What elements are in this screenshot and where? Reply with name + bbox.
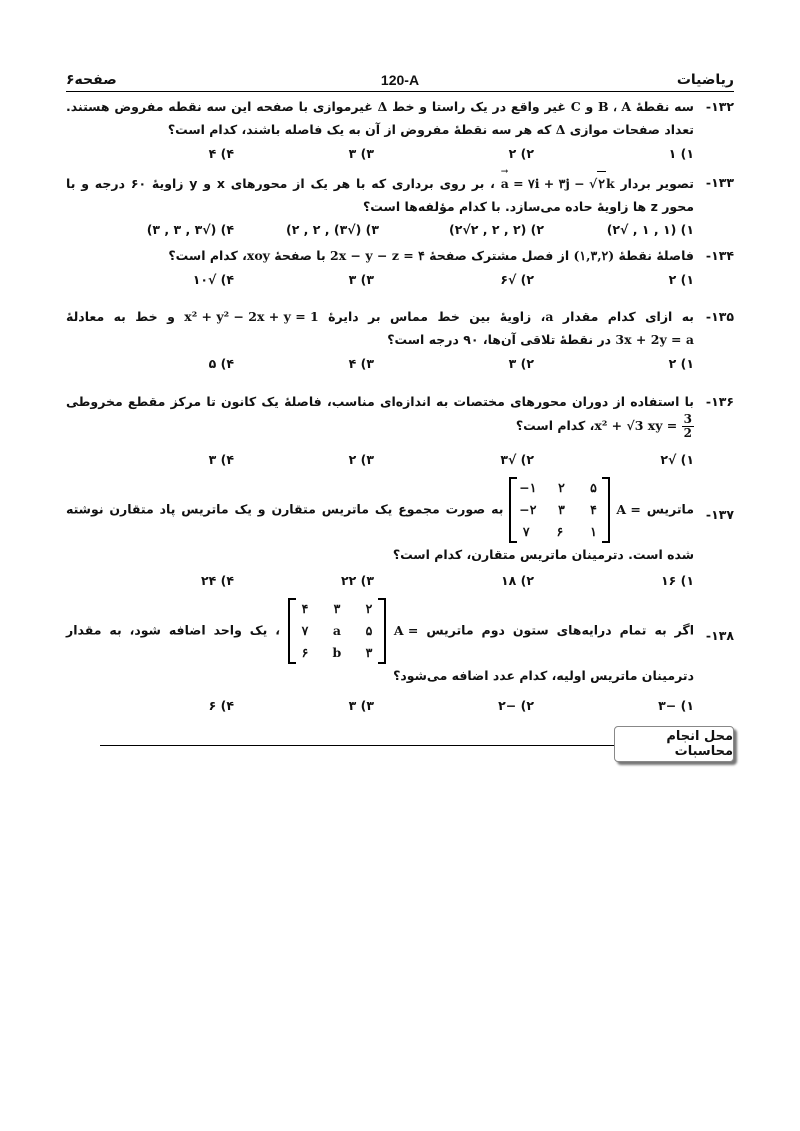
question-136 [66, 390, 734, 440]
options-135 [66, 356, 734, 378]
question-number: ۱۳۶- [705, 394, 734, 409]
question-text: اگر به تمام درایه‌های ستون دوم ماتریس A = ۴ ۳ ۲ ۷ a ۵ ۶ b ۳ ، یک واحد اضافه شود، به مقدار دترمینان ماتریس اولیه، کدام عدد اضافه می‌شود؟ [66, 598, 694, 687]
option-3[interactable]: ۳) ۲ [348, 452, 374, 467]
question-number: ۱۳۸- [705, 628, 734, 643]
option-3[interactable]: ۳) (√۳) , ۲ , ۲) [285, 222, 379, 237]
page-header [66, 68, 734, 90]
question-text: سه نقطهٔ B ، A و C غیر واقع در یک راستا و خط Δ غیرموازی با صفحه این سه نقطه مفروض هستند. تعداد صفحات موازی Δ که هر سه نقطهٔ مفروض از آن به یک فاصله باشند، کدام است؟ [66, 99, 694, 137]
calculation-divider [100, 745, 614, 746]
option-4[interactable]: ۴) ۶ [208, 698, 234, 713]
option-3[interactable]: ۳) ۴ [348, 356, 374, 371]
question-text: با استفاده از دوران محورهای مختصات به اندازه‌ای مناسب، فاصلهٔ یک کانون تا مرکز مقطع مخروطی x² + √3 xy = $\frac{3}{2}$ ، کدام است؟ [66, 394, 694, 440]
question-text: تصویر بردار → a = ۷i + ۳j − √۲k ، بر روی برداری که با هر یک از محورهای x و y زاویهٔ ۶۰ درجه و با محور z ها زاویهٔ حاده می‌سازد. با کدام مؤلفه‌ها است؟ [66, 171, 694, 218]
conic-equation: x² + √3 xy = $\frac{3}{2}$ [594, 412, 692, 440]
option-3[interactable]: ۳) ۲۲ [341, 573, 374, 588]
options-137 [66, 573, 734, 595]
subject-title: ریاضیات [676, 72, 734, 88]
question-132 [66, 95, 734, 141]
option-1[interactable]: ۱) ۲ [668, 356, 694, 371]
question-number: ۱۳۲- [705, 99, 734, 114]
option-4[interactable]: ۴) (√۳ , ۳ , ۳) [146, 222, 234, 237]
question-number: ۱۳۴- [705, 248, 734, 263]
question-number: ۱۳۵- [705, 309, 734, 324]
question-135 [66, 305, 734, 351]
option-1[interactable]: ۱) ۱ [668, 146, 694, 161]
vector-expression: → a = ۷i + ۳j − √۲k [501, 171, 615, 195]
option-4[interactable]: ۴) ۴ [208, 146, 234, 161]
option-2[interactable]: ۲) √۶ [500, 272, 534, 287]
option-2[interactable]: ۲) ۱۸ [501, 573, 534, 588]
option-2[interactable]: ۲) ۳ [508, 356, 534, 371]
question-138 [66, 598, 734, 687]
fraction: $\frac{3}{2}$ [683, 412, 692, 440]
question-134 [66, 244, 734, 267]
question-text: به ازای کدام مقدار a، زاویهٔ بین خط مماس بر دایرهٔ x² + y² − 2x + y = 1 و خط به معادلهٔ 3x + 2y = a در نقطهٔ تلاقی آن‌ها، ۹۰ درجه است؟ [66, 309, 694, 347]
page-number: صفحه۶ [66, 72, 117, 88]
option-4[interactable]: ۴) ۳ [208, 452, 234, 467]
option-2[interactable]: ۲) ۲ [508, 146, 534, 161]
option-1[interactable]: ۱) ۱۶ [661, 573, 694, 588]
matrix-a: −۱ ۲ ۵ −۲ ۳ ۴ ۷ ۶ ۱ [509, 477, 610, 543]
calculation-area-label: محل انجام محاسبات [614, 726, 734, 762]
header-divider [66, 91, 734, 92]
question-137 [66, 477, 734, 566]
option-4[interactable]: ۴) ۵ [208, 356, 234, 371]
option-2[interactable]: ۲) √۳ [500, 452, 534, 467]
option-3[interactable]: ۳) ۳ [348, 146, 374, 161]
question-text: فاصلهٔ نقطهٔ (۱,۳,۲) از فصل مشترک صفحهٔ 2x − y − z = ۴ با صفحهٔ xoy، کدام است؟ [168, 248, 694, 263]
question-133 [66, 171, 734, 218]
option-3[interactable]: ۳) ۳ [348, 698, 374, 713]
matrix-a: ۴ ۳ ۲ ۷ a ۵ ۶ b ۳ [288, 598, 386, 664]
option-1[interactable]: ۱) ۲ [668, 272, 694, 287]
options-138 [66, 698, 734, 720]
option-4[interactable]: ۴) ۲۴ [201, 573, 234, 588]
options-132 [66, 146, 734, 168]
option-2[interactable]: ۲) −۲ [498, 698, 534, 713]
options-134 [66, 272, 734, 294]
question-number: ۱۳۷- [705, 507, 734, 522]
question-number: ۱۳۳- [705, 175, 734, 190]
options-133 [66, 222, 734, 244]
option-4[interactable]: ۴) √۱۰ [192, 272, 234, 287]
option-1[interactable]: ۱) (۱ , ۱ , √۲) [606, 222, 694, 237]
question-text: ماتریس A = −۱ ۲ ۵ −۲ ۳ ۴ ۷ ۶ ۱ به صورت مجموع یک ماتریس متقارن و یک ماتریس پاد متقارن نوشته شده است. دترمینان ماتریس متقارن، کدام است؟ [66, 477, 694, 566]
option-1[interactable]: ۱) √۲ [660, 452, 694, 467]
booklet-code: 120-A [380, 72, 420, 88]
option-2[interactable]: ۲) (۲ , ۲ , ۲√۲) [449, 222, 544, 237]
option-1[interactable]: ۱) −۳ [658, 698, 694, 713]
options-136 [66, 452, 734, 474]
option-3[interactable]: ۳) ۳ [348, 272, 374, 287]
